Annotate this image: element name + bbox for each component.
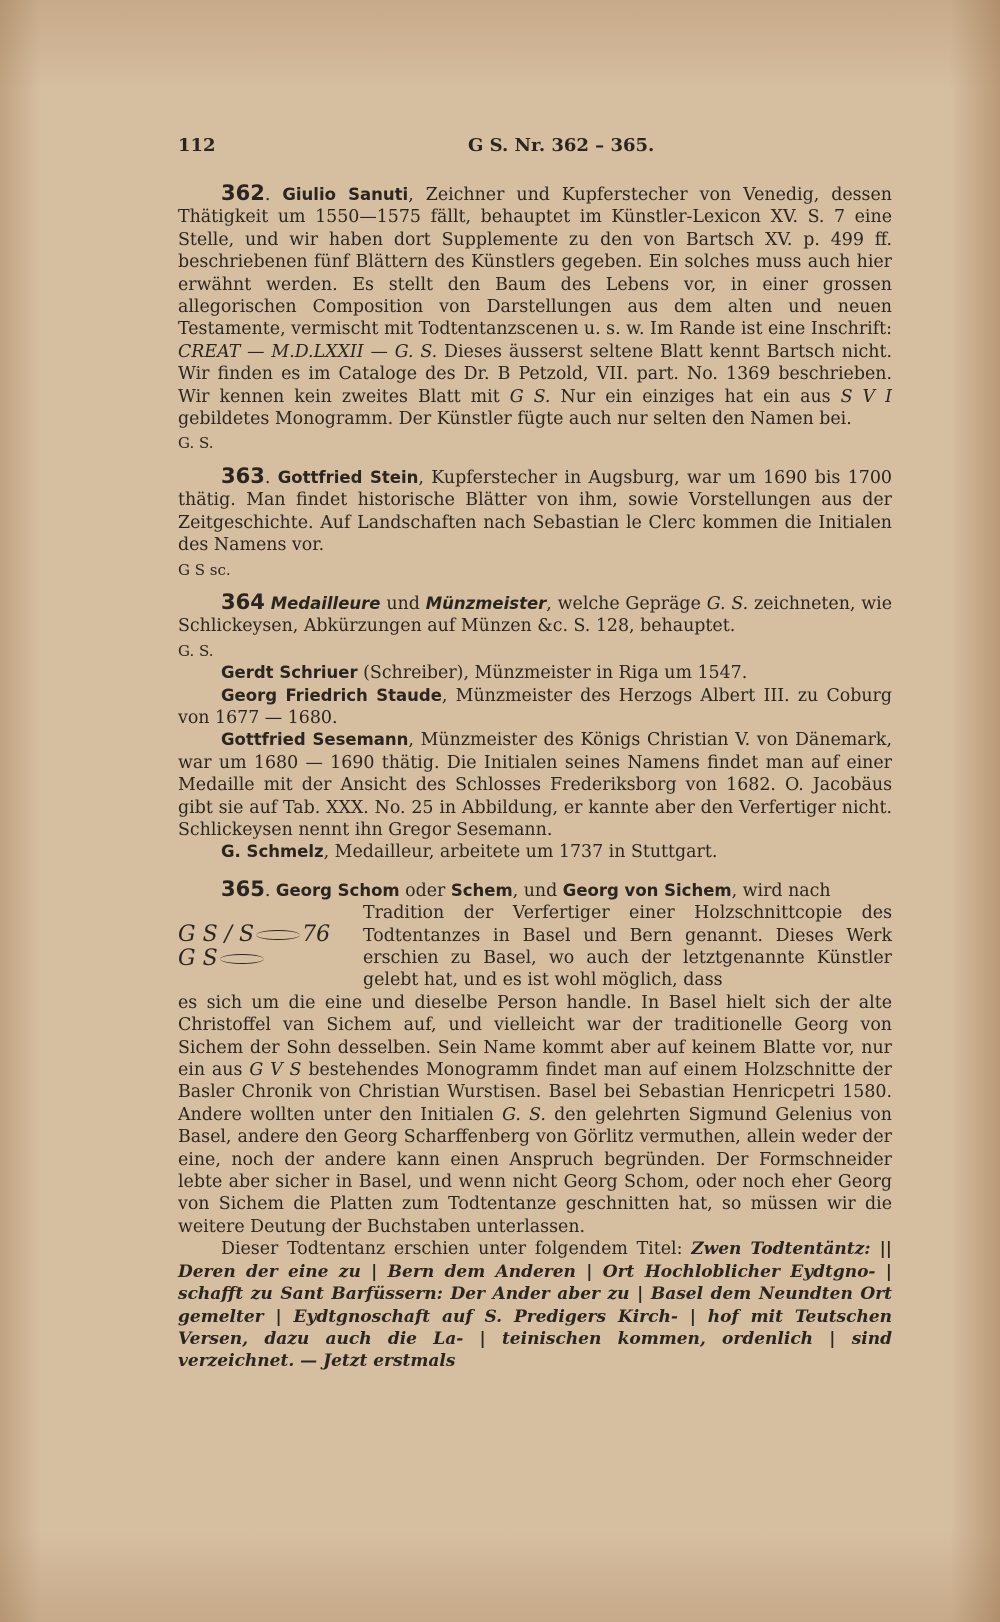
entry-362-text: 362. Giulio Sanuti, Zeichner und Kupferstecher von Venedig, dessen Thätigkeit um 1550—1575 fällt, behauptet im Künstler-Lexicon XV. S. 7 eine Stelle, und wir haben dort Supplemente zu den von Bartsch XV. p. 499 ff. beschriebenen fünf Blättern des Künstlers gegeben. Ein solches muss auch hier erwähnt werden. Es stellt den Baum des Lebens vor, in einer grossen allegorischen Composition von Darstellungen aus dem alten und neuen Testamente, vermischt mit Todtentanzscenen u. s. w. Im Rande ist eine Inschrift: CREAT — M.D.LXXII — G. S. Dieses äusserst seltene Blatt kennt Bartsch nicht. Wir finden es im Cataloge des Dr. B Petzold, VII. part. No. 1369 beschrieben. Wir kennen kein zweites Blatt mit G S. Nur ein einziges hat ein aus S V I gebildetes Monogramm. Der Künstler fügte auch nur selten den Namen bei. xyxy=(178,181,892,430)
monogram-ref: G. S. xyxy=(502,1104,546,1125)
monogram-gs-sc: G S sc. xyxy=(178,560,231,579)
artist-name: Giulio Sanuti xyxy=(282,185,409,204)
entry-365-title-para xyxy=(178,1238,892,1372)
entry-365 xyxy=(178,878,892,1373)
entry-363-text: 363. Gottfried Stein, Kupferstecher in Augsburg, war um 1690 bis 1700 thätig. Man findet historische Blätter von ihm, sowie Vorstellungen aus der Zeitgeschichte. Auf Landschaften nach Sebastian le Clerc kommen die Initialen des Namens vor. xyxy=(178,463,892,556)
monogram-letters: G S xyxy=(178,946,218,972)
entry-number: 362 xyxy=(221,181,265,205)
entry-363 xyxy=(178,465,892,581)
entry-text: und xyxy=(380,593,426,614)
artist-name: Georg Schom xyxy=(275,880,400,900)
entry-text: , Zeichner und Kupferstecher von Venedig, dessen Thätigkeit um 1550—1575 fällt, behauptet im Künstler-Lexicon XV. S. 7 eine Stelle, und wir haben dort Supplemente zu den von Bartsch XV. p. 499 ff. beschriebenen fünf Blättern des Künstlers gegeben. Ein solches muss auch hier erwähnt werden. Es stellt den Baum des Lebens vor, in einer grossen allegorischen Composition von Darstellungen aus dem alten und neuen Testamente, vermischt mit Todtentanzscenen u. s. w. Im Rande ist eine Inschrift: xyxy=(178,185,892,340)
entry-text: Tradition der Verfertiger einer Holzschnittcopie des Todtentanzes in Basel und Bern genannt. Dieses Werk erschien zu Basel, wo auch der letztgenannte Künstler gelebt hat, und es ist wohl möglich, dass xyxy=(363,903,892,991)
entry-text: bestehendes Monogramm findet man auf einem Holzschnitte der Basler Chronik von Christian Wurstisen. Basel bei Sebastian Henricpetri 1580. Andere wollten unter den Initialen xyxy=(178,1060,892,1125)
entry-364-text xyxy=(178,591,892,638)
person-name: Gottfried Sesemann xyxy=(221,730,409,750)
entry-text: , wird nach xyxy=(731,880,831,901)
entry-number: 363 xyxy=(221,463,265,488)
entry-text: Dieses äusserst seltene Blatt kennt Bartsch nicht. Wir finden es im Cataloge des Dr. B Petzold, VII. part. No. 1369 beschrieben. Wir kennen kein zweites Blatt mit xyxy=(178,341,892,407)
entry-text: , Medailleur, arbeitete um 1737 in Stuttgart. xyxy=(323,842,718,863)
category-name: Münzmeister xyxy=(425,593,547,613)
swash-ornament xyxy=(220,954,264,964)
running-header xyxy=(178,132,892,160)
monogram-date: 76 xyxy=(302,922,331,948)
subentry-staude xyxy=(178,685,892,730)
monograms xyxy=(178,902,363,992)
monogram-ref: S V I xyxy=(840,386,892,407)
monogram-letters: G S / S xyxy=(178,922,255,948)
monogram-gs: G. S. xyxy=(178,434,214,453)
entry-text: Nur ein einziges hat ein aus xyxy=(550,386,841,407)
entry-362 xyxy=(178,182,892,455)
entry-number: 364 xyxy=(221,589,265,614)
entry-text: , welche Gepräge xyxy=(546,593,707,614)
monogram-gs: G. S. xyxy=(178,641,214,660)
entry-text: , Münzmeister des Herzogs Albert III. zu Coburg von 1677 — 1680. xyxy=(178,685,892,728)
monogram-ref: G S. xyxy=(509,386,551,407)
subentry-sesemann xyxy=(178,729,892,841)
entry-text: (Schreiber), Münzmeister in Riga um 1547. xyxy=(357,663,748,684)
entry-text: es sich um die eine und dieselbe Person handle. In Basel hielt sich der alte Christoffel van Sichem auf, und vielleicht war der traditionelle Georg von Sichem der Sohn desselben. Sein Name kommt aber auf keinem Blatte vor, nur ein aus xyxy=(178,992,892,1081)
subentry-schmelz xyxy=(178,841,892,863)
entry-text: den gelehrten Sigmund Gelenius von Basel, andere den Georg Scharffenberg von Görlitz vermuthen, allein weder der eine, noch der andere kann einen Anspruch begründen. Der Formschneider lebte aber sicher in Basel, und wenn nicht Georg Schom, oder noch eher Georg von Sichem die Platten zum Todtentanze geschnitten hat, so müssen wir die weitere Deutung der Buchstaben unterlassen. xyxy=(178,1104,892,1237)
book-page xyxy=(178,132,892,1383)
entry-text: , und xyxy=(512,880,563,901)
person-name: G. Schmelz xyxy=(221,842,324,862)
entry-text: oder xyxy=(399,880,451,901)
category-name: Medailleure xyxy=(270,593,381,613)
work-title: Zwen Todtentäntz: || Deren der eine zu | Bern dem Anderen | Ort Hochloblicher Eydtgno- | schafft zu Sant Barfüssern: Der Ander aber zu | Basel dem Neundten Ort gemelter | Eydtgnoschaft auf S. Predigers Kirch- | hof mit Teutschen Versen, dazu auch die La- | teinischen kommen, ordenlich | sind verzeichnet. — Jetzt erstmals xyxy=(178,1239,892,1372)
page-number: 112 xyxy=(178,134,216,156)
entry-365-headline: 365. Georg Schom oder Schem, und Georg von Sichem, wird nach xyxy=(221,876,831,901)
inscription: CREAT — M.D.LXXII — G. S. xyxy=(178,341,438,362)
monogram-gs-76 xyxy=(178,924,363,946)
subentry-schriuer xyxy=(178,662,892,684)
entry-text: Dieser Todtentanz erschien unter folgendem Titel: xyxy=(221,1239,692,1260)
monogram-gs-swash xyxy=(178,948,363,970)
entry-365-monogram-block xyxy=(178,902,892,992)
artist-name: Schem xyxy=(450,880,513,900)
person-name: Georg Friedrich Staude xyxy=(221,685,442,705)
monogram-ref: G V S xyxy=(249,1060,302,1081)
header-title: G S. Nr. 362 – 365. xyxy=(468,134,655,156)
entry-text: , Kupferstecher in Augsburg, war um 1690 bis 1700 thätig. Man findet historische Blätter von ihm, sowie Vorstellungen aus der Zeitgeschichte. Auf Landschaften nach Sebastian le Clerc kommen die Initialen des Namens vor. xyxy=(178,467,892,556)
swash-ornament xyxy=(256,930,300,940)
entry-text: , Münzmeister des Königs Christian V. von Dänemark, war um 1680 — 1690 thätig. Die Initialen seines Namens findet man auf einer Medaille mit der Ansicht des Schlosses Frederiksborg von 1682. O. Jacobäus gibt sie auf Tab. XXX. No. 25 in Abbildung, er kannte aber den Verfertiger nicht. Schlickeysen nennt ihn Gregor Sesemann. xyxy=(178,730,892,840)
person-name: Gerdt Schriuer xyxy=(221,663,358,683)
entry-365-text xyxy=(178,992,892,1238)
artist-name: Gottfried Stein xyxy=(277,467,419,487)
entry-number: 365 xyxy=(221,876,265,901)
entry-text: zeichneten, wie Schlickeysen, Abkürzungen auf Münzen &c. S. 128, behauptet. xyxy=(178,593,892,637)
monogram-ref: G. S. xyxy=(706,593,749,614)
entry-text: gebildetes Monogramm. Der Künstler fügte auch nur selten den Namen bei. xyxy=(178,409,852,430)
entry-364 xyxy=(178,591,892,864)
artist-name: Georg von Sichem xyxy=(562,880,732,900)
